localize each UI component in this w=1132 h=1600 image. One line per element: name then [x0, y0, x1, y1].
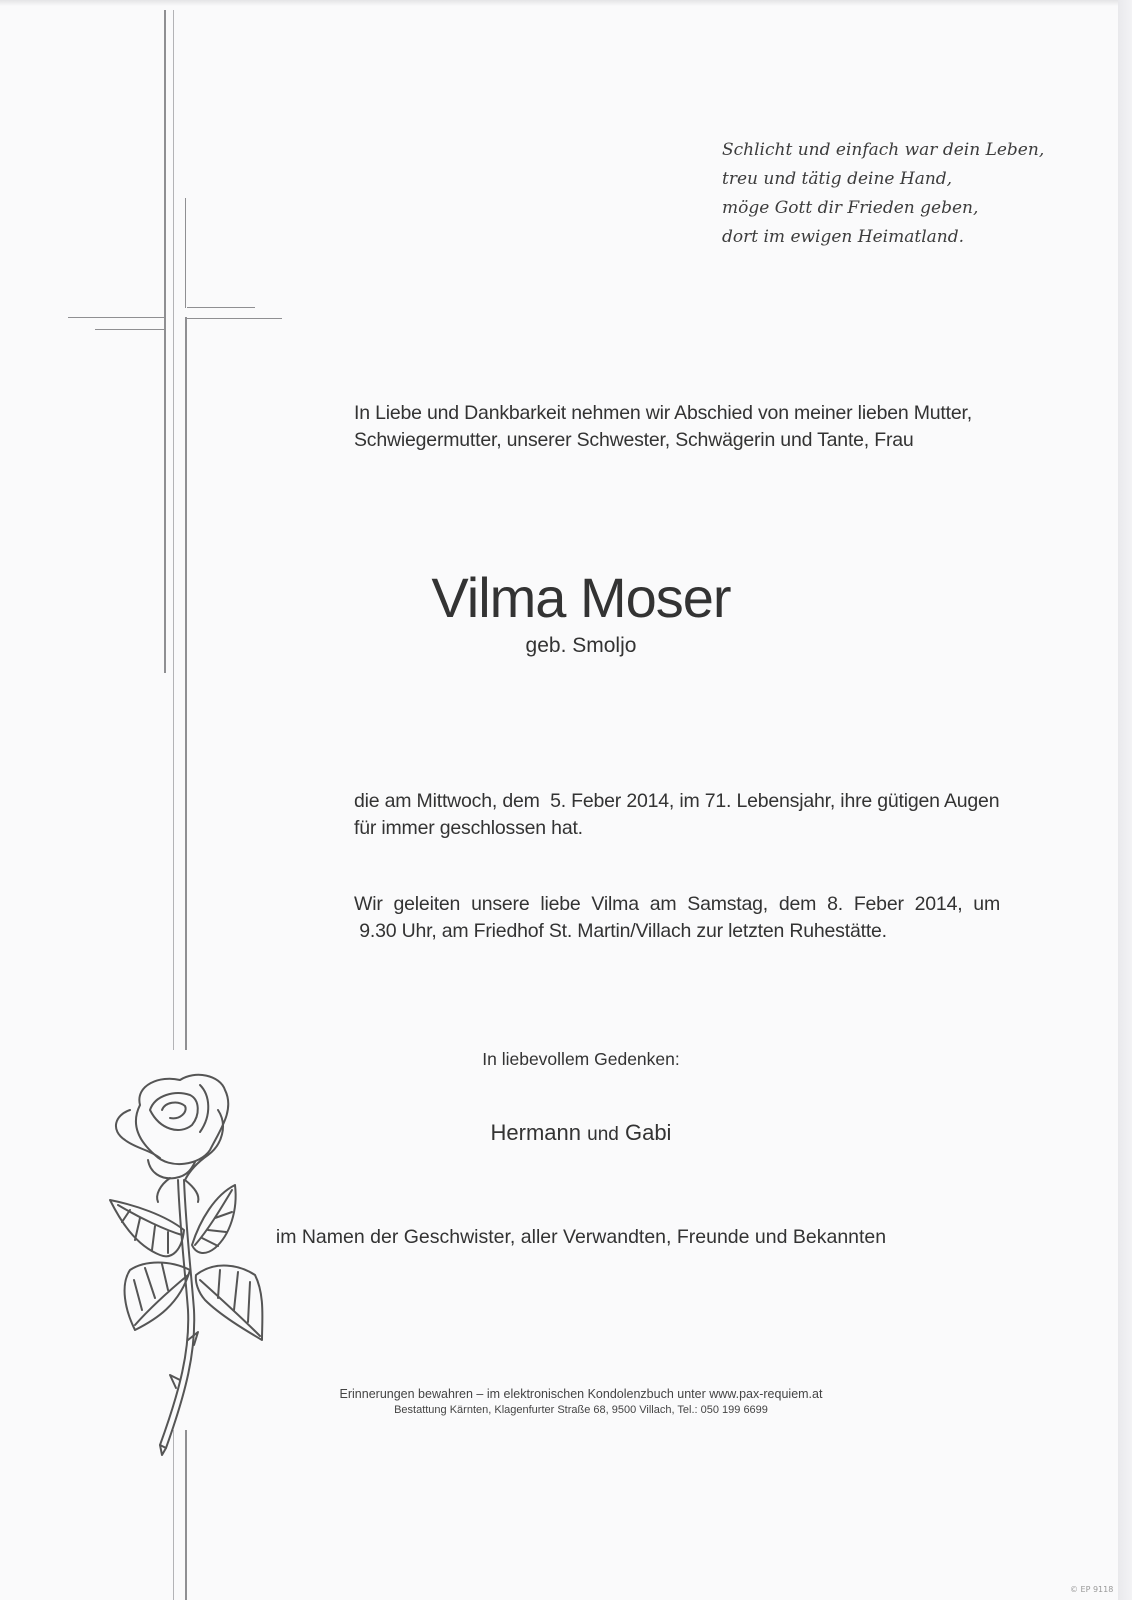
funeral-notice-line: Wir geleiten unsere liebe Vilma am Samstag, dem 8. Feber 2014, um [354, 893, 1000, 915]
rose-illustration [100, 1070, 290, 1460]
footer-address-line: Bestattung Kärnten, Klagenfurter Straße 68, 9500 Villach, Tel.: 050 199 6699 [394, 1404, 768, 1416]
funeral-notice-line: 9.30 Uhr, am Friedhof St. Martin/Villach zur letzten Ruhestätte. [354, 920, 887, 942]
funeral-notice [354, 891, 1000, 945]
page-edge-top [0, 0, 1132, 6]
death-notice-line: für immer geschlossen hat. [354, 817, 583, 839]
footer-condolence-line: Erinnerungen bewahren – im elektronischen Kondolenzbuch unter www.pax-requiem.at [339, 1387, 823, 1401]
intro-line: Schwiegermutter, unserer Schwester, Schwägerin und Tante, Frau [354, 429, 914, 451]
maiden-name: geb. Smoljo [525, 634, 637, 657]
family-line: im Namen der Geschwister, aller Verwandten, Freunde und Bekannten [275, 1226, 887, 1248]
poem-line: Schlicht und einfach war dein Leben, [722, 140, 1045, 160]
deceased-name: Vilma Moser [431, 566, 731, 629]
intro-line: In Liebe und Dankbarkeit nehmen wir Abschied von meiner lieben Mutter, [354, 402, 972, 424]
signer-conjunction: und [587, 1124, 619, 1145]
page-edge-right [1118, 0, 1132, 1600]
poem-line: möge Gott dir Frieden geben, [722, 198, 979, 218]
poem-line: dort im ewigen Heimatland. [722, 227, 965, 247]
poem [722, 136, 1045, 252]
print-code: © EP 9118 [1070, 1585, 1114, 1594]
death-notice-line: die am Mittwoch, dem 5. Feber 2014, im 71. Lebensjahr, ihre gütigen Augen [354, 790, 1000, 812]
intro-paragraph [354, 400, 1014, 454]
signer-name: Gabi [624, 1120, 672, 1145]
death-notice [354, 788, 1014, 842]
signer-name: Hermann [490, 1120, 582, 1145]
memory-heading: In liebevollem Gedenken: [482, 1049, 680, 1069]
poem-line: treu und tätig deine Hand, [722, 169, 953, 189]
